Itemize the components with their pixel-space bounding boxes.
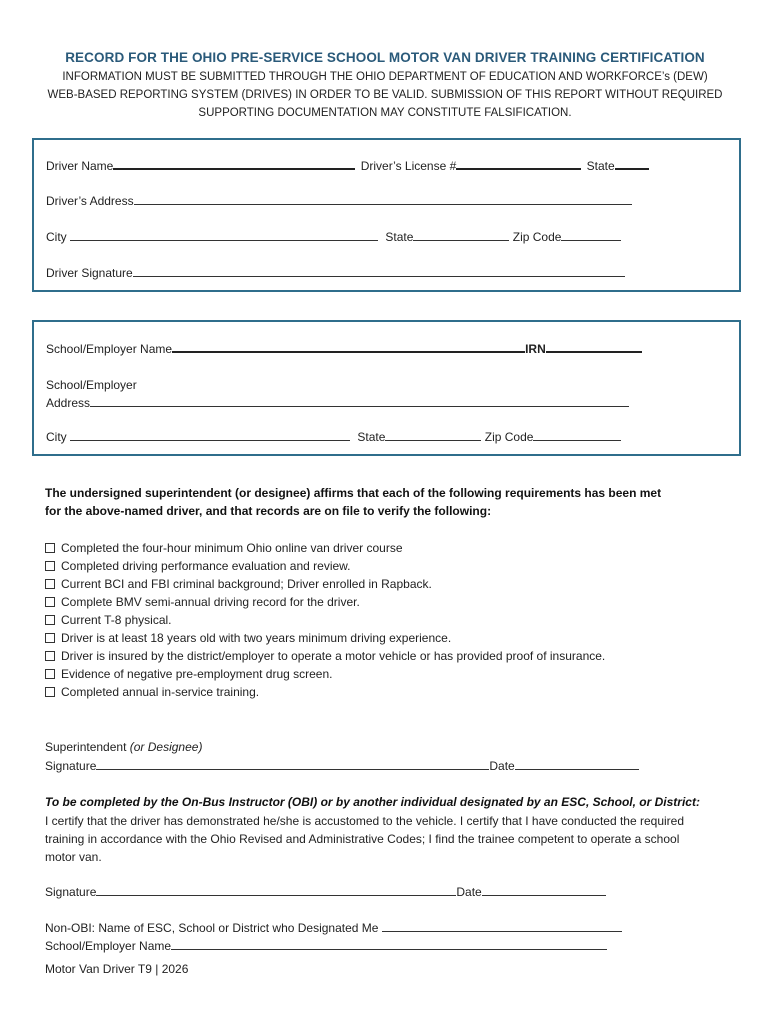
requirement-item <box>45 629 605 647</box>
employer-zip-label: Zip Code <box>484 430 534 444</box>
requirement-text: Completed the four-hour minimum Ohio online van driver course <box>61 541 403 555</box>
obi-signature-row <box>45 884 606 899</box>
driver-name-label: Driver Name <box>46 159 114 173</box>
school-employer-box <box>32 320 741 456</box>
employer-city-row <box>46 429 621 444</box>
checkbox[interactable] <box>45 561 55 571</box>
requirement-text: Driver is at least 18 years old with two years minimum driving experience. <box>61 631 452 645</box>
affirmation-statement <box>45 484 661 520</box>
irn-field[interactable] <box>546 340 642 353</box>
requirement-text: Completed annual in-service training. <box>61 685 260 699</box>
employer-address-row <box>46 376 629 412</box>
obi-heading: To be completed by the On-Bus Instructor (OBI) or by another individual designated by an ESC, School, or District: <box>45 795 700 809</box>
obi-employer-label: School/Employer Name <box>45 939 172 953</box>
employer-state-field[interactable] <box>385 429 481 441</box>
drivers-license-field[interactable] <box>456 157 581 170</box>
designee-label: (or Designee) <box>129 740 203 754</box>
requirement-text: Evidence of negative pre-employment drug screen. <box>61 667 333 681</box>
checkbox[interactable] <box>45 651 55 661</box>
non-obi-field[interactable] <box>382 920 622 932</box>
notice-line-3: SUPPORTING DOCUMENTATION MAY CONSTITUTE FALSIFICATION. <box>198 107 572 119</box>
requirements-checklist <box>45 539 605 701</box>
obi-signature-label: Signature <box>45 885 97 899</box>
license-state-field[interactable] <box>615 157 649 170</box>
checkbox[interactable] <box>45 579 55 589</box>
employer-address-label-2: Address <box>46 396 91 410</box>
requirement-item <box>45 539 605 557</box>
employer-name-row <box>46 340 642 356</box>
requirement-text: Complete BMV semi-annual driving record for the driver. <box>61 595 360 609</box>
non-obi-row <box>45 920 622 935</box>
driver-signature-row <box>46 265 625 280</box>
employer-name-label: School/Employer Name <box>46 342 173 356</box>
checkbox[interactable] <box>45 597 55 607</box>
employer-address-field[interactable] <box>90 395 629 407</box>
driver-city-row <box>46 229 621 244</box>
requirement-item <box>45 665 605 683</box>
page-title: RECORD FOR THE OHIO PRE-SERVICE SCHOOL MOTOR VAN DRIVER TRAINING CERTIFICATION <box>65 50 705 65</box>
driver-address-field[interactable] <box>134 193 632 205</box>
checkbox[interactable] <box>45 633 55 643</box>
requirement-text: Current BCI and FBI criminal background; Driver enrolled in Rapback. <box>61 577 432 591</box>
requirement-item <box>45 611 605 629</box>
employer-state-label: State <box>357 430 386 444</box>
obi-certification <box>45 812 684 866</box>
superintendent-signature-row <box>45 758 639 773</box>
obi-date-field[interactable] <box>482 884 606 896</box>
requirement-item <box>45 683 605 701</box>
driver-city-field[interactable] <box>70 229 378 241</box>
notice-line-1: INFORMATION MUST BE SUBMITTED THROUGH THE OHIO DEPARTMENT OF EDUCATION AND WORKFORCE’s (DEW) <box>62 71 708 83</box>
checkbox[interactable] <box>45 687 55 697</box>
checkbox[interactable] <box>45 543 55 553</box>
superintendent-date-label: Date <box>489 759 515 773</box>
superintendent-label: Superintendent <box>45 740 127 754</box>
requirement-text: Completed driving performance evaluation and review. <box>61 559 351 573</box>
requirement-item <box>45 593 605 611</box>
driver-info-box <box>32 138 741 292</box>
obi-signature-field[interactable] <box>96 884 456 896</box>
superintendent-label-row <box>45 740 202 754</box>
driver-name-field[interactable] <box>113 157 355 170</box>
superintendent-signature-label: Signature <box>45 759 97 773</box>
checkbox[interactable] <box>45 615 55 625</box>
driver-state-label: State <box>385 230 414 244</box>
affirmation-line-1: The undersigned superintendent (or designee) affirms that each of the following requirements has been met <box>45 486 662 500</box>
superintendent-signature-field[interactable] <box>96 758 489 770</box>
driver-address-row <box>46 193 632 208</box>
non-obi-label: Non-OBI: Name of ESC, School or District who Designated Me <box>45 921 379 935</box>
driver-city-label: City <box>46 230 67 244</box>
driver-zip-field[interactable] <box>561 229 621 241</box>
obi-cert-line-3: motor van. <box>45 850 102 864</box>
driver-state-field[interactable] <box>413 229 509 241</box>
driver-name-row <box>46 157 649 173</box>
employer-name-field[interactable] <box>172 340 525 353</box>
employer-city-label: City <box>46 430 67 444</box>
license-state-label: State <box>586 159 615 173</box>
affirmation-line-2: for the above-named driver, and that records are on file to verify the following: <box>45 504 492 518</box>
requirement-text: Current T-8 physical. <box>61 613 172 627</box>
employer-address-label-1: School/Employer <box>46 378 137 392</box>
obi-date-label: Date <box>456 885 482 899</box>
superintendent-date-field[interactable] <box>515 758 639 770</box>
requirement-item <box>45 575 605 593</box>
requirement-item <box>45 647 605 665</box>
form-footer: Motor Van Driver T9 | 2026 <box>45 962 189 976</box>
driver-zip-label: Zip Code <box>512 230 562 244</box>
requirement-text: Driver is insured by the district/employer to operate a motor vehicle or has provided proof of insurance. <box>61 649 606 663</box>
driver-signature-label: Driver Signature <box>46 266 133 280</box>
notice-line-2: WEB-BASED REPORTING SYSTEM (DRIVES) IN ORDER TO BE VALID. SUBMISSION OF THIS REPORT WITHOUT REQUIRED <box>47 89 723 101</box>
obi-cert-line-2: training in accordance with the Ohio Revised and Administrative Codes; I find the trainee competent to operate a school <box>45 832 680 846</box>
driver-address-label: Driver’s Address <box>46 194 134 208</box>
requirement-item <box>45 557 605 575</box>
obi-cert-line-1: I certify that the driver has demonstrated he/she is accustomed to the vehicle. I certify that I have conducted the required <box>45 814 685 828</box>
submission-notice <box>30 68 740 122</box>
obi-employer-row <box>45 938 607 953</box>
obi-employer-field[interactable] <box>171 938 607 950</box>
checkbox[interactable] <box>45 669 55 679</box>
employer-zip-field[interactable] <box>533 429 621 441</box>
irn-label: IRN <box>525 342 546 356</box>
employer-city-field[interactable] <box>70 429 350 441</box>
driver-signature-field[interactable] <box>133 265 625 277</box>
drivers-license-label: Driver’s License # <box>360 159 457 173</box>
